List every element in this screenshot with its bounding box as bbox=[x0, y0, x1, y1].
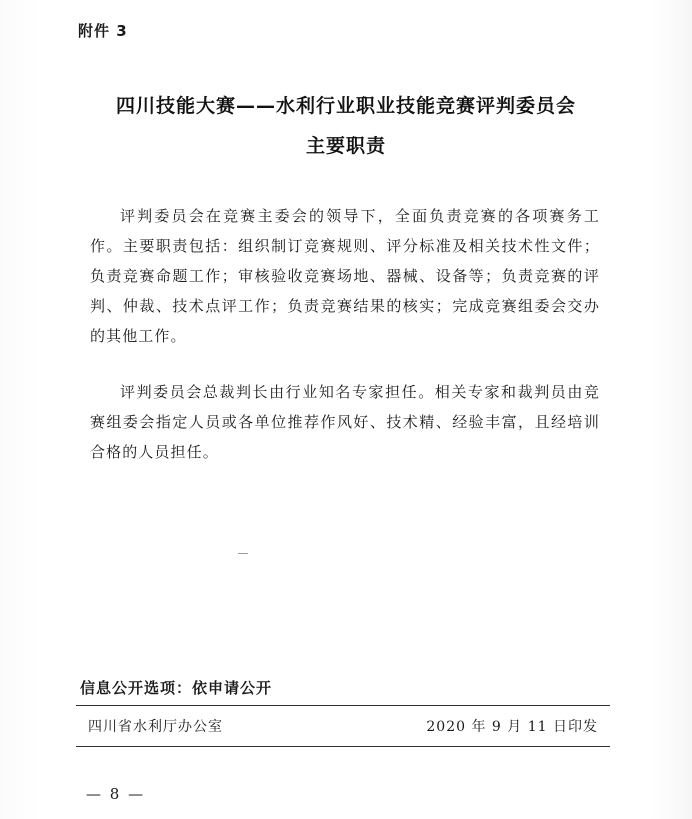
page-number: — 8 — bbox=[86, 785, 146, 803]
footer-rule-bottom bbox=[76, 746, 610, 747]
scan-speck bbox=[238, 553, 248, 554]
footer-rule-top bbox=[76, 705, 610, 706]
body-paragraph-1: 评判委员会在竞赛主委会的领导下，全面负责竞赛的各项赛务工作。主要职责包括：组织制订竞赛规则、评分标准及相关技术性文件；负责竞赛命题工作；审核验收竞赛场地、器械、设备等；负责竞赛的评判、仲裁、技术点评工作；负责竞赛结果的核实；完成竞赛组委会交办的其他工作。 bbox=[90, 207, 600, 345]
attachment-label: 附件 3 bbox=[78, 22, 128, 40]
document-subtitle: 主要职责 bbox=[305, 135, 386, 157]
disclosure-option: 信息公开选项：依申请公开 bbox=[80, 679, 273, 697]
body-paragraph-2: 评判委员会总裁判长由行业知名专家担任。相关专家和裁判员由竞赛组委会指定人员或各单位推荐作风好、技术精、经验丰富，且经培训合格的人员担任。 bbox=[90, 383, 600, 461]
print-date: 2020 年 9 月 11 日印发 bbox=[426, 719, 598, 735]
issuing-office: 四川省水利厅办公室 bbox=[88, 719, 223, 735]
document-title: 四川技能大赛——水利行业职业技能竞赛评判委员会 bbox=[115, 95, 576, 117]
